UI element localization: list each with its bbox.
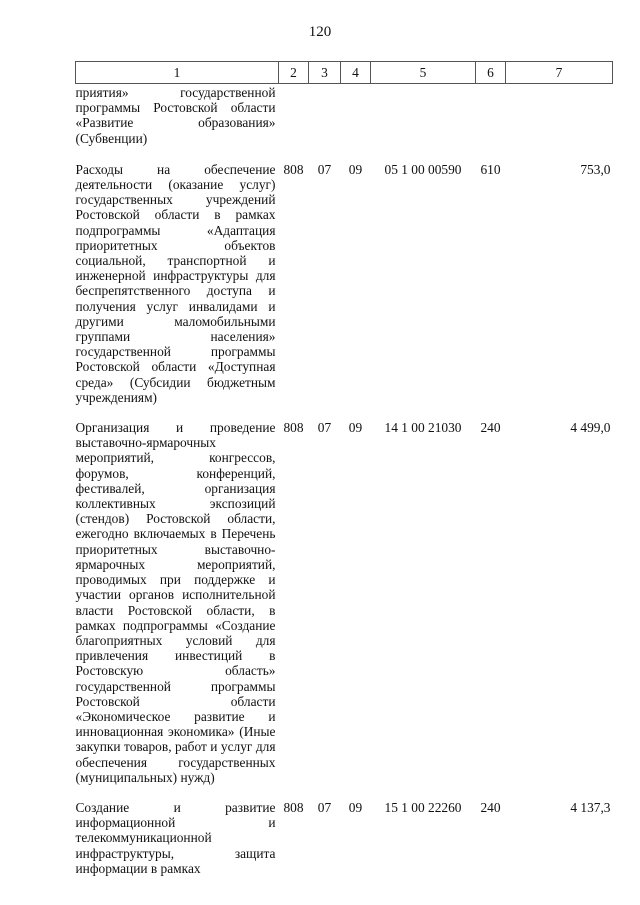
header-col-6: 6 (476, 62, 506, 84)
header-col-1: 1 (76, 62, 279, 84)
header-col-5: 5 (371, 62, 476, 84)
table-row (76, 84, 613, 162)
row-description: Организация и проведение выставочно-ярмарочных мероприятий, конгрессов, форумов, конференций, фестивалей, организация коллективных экспозиций (стендов) Ростовской области, ежегодно включаемых в Перечень приоритетных выставочно-ярмарочных мероприятий, проводимых при поддержке и участии органов исполнительной власти Ростовской области, в рамках подпрограммы «Создание благоприятных условий для привлечения инвестиций в Ростовскую область» государственной программы Ростовской области «Экономическое развитие и инновационная экономика» (Иные закупки товаров, работ и услуг для обеспечения государственных (муниципальных) нужд) (75, 420, 276, 785)
row-expense-type: 240 (480, 799, 501, 815)
row-ministry: 808 (283, 161, 304, 177)
row-subsection: 09 (348, 799, 363, 815)
row-expense-type: 240 (480, 420, 501, 436)
row-amount (506, 84, 613, 162)
row-description: Расходы на обеспечение деятельности (оказание услуг) государственных учреждений Ростовской области в рамках подпрограммы «Адаптация приоритетных объектов социальной, транспортной и инженерной инфраструктуры для беспрепятственного доступа и получения услуг инвалидами и другими маломобильными группами населения» государственной программы Ростовской области «Доступная среда» (Субсидии бюджетным учреждениям) (75, 161, 276, 405)
row-subsection: 09 (348, 161, 363, 177)
row-target-article: 05 1 00 00590 (384, 161, 462, 177)
row-description: приятия» государственной программы Ростовской области «Развитие образования» (Субвенции) (75, 85, 276, 146)
row-description: Создание и развитие информационной и телекоммуникационной инфраструктуры, защита информации в рамках (75, 799, 276, 876)
row-expense-type: 610 (480, 161, 501, 177)
row-amount: 753,0 (580, 161, 611, 177)
header-col-7: 7 (506, 62, 613, 84)
row-amount: 4 137,3 (570, 799, 611, 815)
header-col-3: 3 (309, 62, 341, 84)
page-number: 120 (308, 24, 332, 40)
header-col-4: 4 (341, 62, 371, 84)
row-target-article: 15 1 00 22260 (384, 799, 462, 815)
row-section: 07 (317, 420, 332, 436)
table-header-row (76, 62, 613, 84)
row-section: 07 (317, 799, 332, 815)
row-target-article (371, 84, 476, 162)
row-subsection (341, 84, 371, 162)
table-row (76, 162, 613, 420)
row-subsection: 09 (348, 420, 363, 436)
budget-table (75, 61, 613, 891)
header-col-2: 2 (279, 62, 309, 84)
table-row (76, 420, 613, 800)
row-amount: 4 499,0 (570, 420, 611, 436)
row-target-article: 14 1 00 21030 (384, 420, 462, 436)
row-section: 07 (317, 161, 332, 177)
row-expense-type (476, 84, 506, 162)
row-ministry: 808 (283, 420, 304, 436)
row-ministry: 808 (283, 799, 304, 815)
row-ministry (279, 84, 309, 162)
row-section (309, 84, 341, 162)
table-row (76, 800, 613, 891)
